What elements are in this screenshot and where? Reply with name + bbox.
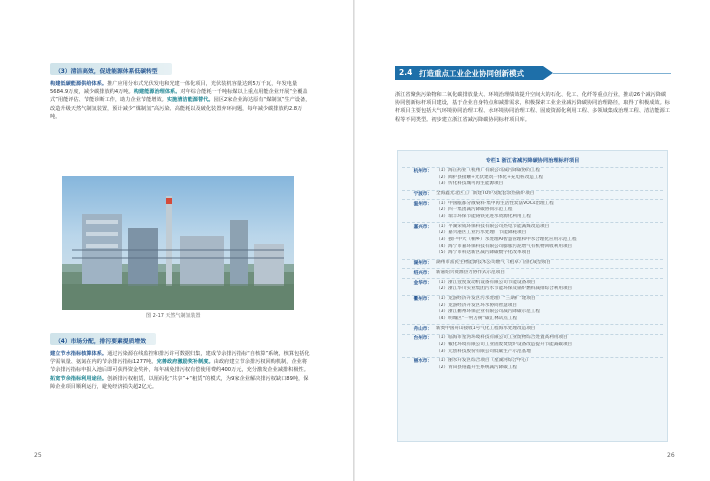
project-item: （2）龙游经济开发区环水协同智慧项目 [436, 302, 518, 308]
projects-table-box [397, 150, 668, 442]
project-item: 新嘉绍兴资源热力协作式示范项目 [436, 269, 505, 275]
city-label: 金华市： [413, 280, 432, 286]
body-text: 对年综合能耗一千吨标煤以上重点用能企业开展“全覆盖式”用能评估、节能诊断工作，助力企业节能增效。 [50, 89, 308, 104]
city-label: 衢州市： [413, 297, 432, 302]
highlight-text: 构建能源治理体系。 [133, 89, 181, 96]
section-header-arrow [543, 66, 553, 80]
page-number: 25 [34, 452, 42, 459]
highlight-text: 建立节水指标核算体系。 [50, 351, 108, 357]
left-page [0, 0, 354, 481]
industrial-plant-illustration [62, 176, 294, 310]
project-item: （2）阀护县接触+光伏建筑一体化+充电桩改造工程 [436, 174, 544, 180]
body-text: 园区2家企业海达原有“煤制氢”生产设备，改造升级天然气制氢装置，预计减少“煤制氢”高污染、高能耗以及破化装置弃环问题，每年减少碳排放约2.8万吨。 [50, 97, 311, 120]
project-list [436, 201, 662, 221]
project-item: （1）丽水开发区综合项目（星湖河综合中心） [436, 358, 531, 364]
city-label: 湖州市： [413, 261, 432, 266]
city-label: 舟山市： [413, 326, 432, 332]
city-label: 嘉兴市： [413, 224, 432, 230]
project-item: 湖州市富民生物能源技术公司燃气（粗草）固化成型项目 [436, 260, 551, 265]
highlight-text: 实施清洁能源替代。 [166, 97, 214, 104]
project-list [436, 270, 662, 277]
paragraph-market [50, 350, 312, 391]
project-item: 新奥中国舟山接收1号气化工程海水处理改造项目 [436, 325, 536, 331]
page-number: 26 [667, 452, 675, 459]
project-item: （2）四一集团减污降碳协同示范工程 [436, 207, 513, 213]
project-list [436, 358, 662, 371]
city-label: 绍兴市： [413, 270, 432, 276]
highlight-text: 构建低碳能源供给体系。 [50, 81, 108, 87]
body-text: 创新排污权租赁，以厘码化“共享”+“租赁”的模式，为9家企业解决排污权缺口89吨，保障企业项目顺利运行，避免经济损失超2亿元。 [50, 375, 309, 390]
project-list [436, 224, 662, 257]
project-item: （3）瑞丰环保节能铸铁先进水资源化利用工程 [436, 213, 531, 219]
section-number: 2.4 [399, 68, 413, 77]
city-label: 温州市： [413, 201, 432, 207]
project-item: （5）海宁市科达新区减污降碳数字化改革项目 [436, 250, 531, 256]
project-item: （1）海正药业（杭州）有限公司减污降碳协同工程 [436, 168, 540, 173]
project-list [436, 191, 662, 198]
project-item: （2）嘉兴港区工业污水处理厂节能降耗项目 [436, 230, 527, 236]
section-intro: 浙江省聚焦污染物和二氧化碳排放量大、环境治理绩效提升空间大的石化、化工、化纤等重点行业，推动26个减污降碳协同创新标杆项目建设，基于企业自身特点和减排需求，积极探索工业企业减污降碳协同治理路径，取得了积极成效。标杆项目主要包括大气环境协同治理工程、水环境协同治理工程、固废资源化利用工程、多领域集成治理工程、清洁能源工程等不同类型。初步建立浙江省减污降碳协同标杆项目库。 [395, 92, 670, 123]
city-label: 宁波市： [413, 192, 432, 197]
figure-caption: 图 2-17 天然气制氢装置 [146, 313, 201, 319]
project-item: （1）平湖荣成环保科技有限公司热电节能减煤改造项目 [436, 223, 550, 229]
subheading-4: （4）市场分配，排污要素提质增效 [55, 339, 146, 345]
project-item: （4）明城区“一村万树”碳汇林试点工程 [436, 315, 518, 321]
body-text: 推广应用分布式光伏发电和光建一体化项目，光伏装机容量达到5万千瓦，年发电量5684.9万度，减少碳排放约4万吨。 [50, 81, 298, 96]
section-header-line [553, 73, 671, 74]
section-title: 打造重点工业企业协同创新模式 [419, 69, 524, 78]
project-item: （3）传化科技城可再生能源项目 [436, 181, 504, 187]
project-item: 全海鑫光北区工厂新建TO炉及配套余热锅炉项目 [436, 191, 535, 196]
highlight-text: 拓宽节余指标利用途径。 [50, 375, 108, 382]
project-item: （1）临海市星河环境科技有限公司工业废物综合处置高利用项目 [436, 335, 568, 341]
body-text: 由政府建立节余排污权回购机制，企业将节余排污指标申报入池后即可获得资金奖补，每年减免排污权有偿使用费约400万元，充分激发企业减排积极性。 [50, 359, 309, 374]
project-list [436, 296, 662, 322]
project-item: （2）椒化环境有限公司工业固废焚烧炉设备改造提升节能减碳项目 [436, 341, 573, 347]
project-item: （1）中国瓯都分散染料·集中再生活性炭法VOCs治理工程 [436, 200, 554, 206]
project-item: （3）独户中大（桐乡）水处理AI智慧管理和中水合理化应用示范工程 [436, 236, 577, 242]
project-list [436, 335, 662, 355]
highlight-text: 完善政府激励奖补制度。 [156, 359, 214, 366]
project-item: （3）元创科技股份有限公司低碳生产示范基地 [436, 348, 531, 354]
city-label: 丽水市： [413, 359, 432, 365]
project-list [436, 168, 662, 188]
project-item: （3）浙江衢州环保企业有限公司减污降碳示范工程 [436, 309, 540, 315]
project-item: （1）浙江壹度发动机设备有限公司节能设备项目 [436, 279, 536, 285]
project-list [436, 280, 662, 293]
project-item: （2）青田县铬鑫开生系统减污降碳工程 [436, 364, 518, 370]
paragraph-energy [50, 80, 312, 121]
project-item: （4）海宁市嘉环保科技有限公司膨胀污泥增气有机物回收利用项目 [436, 243, 573, 249]
project-item: （1）龙游经济开发区污水处理厂“三期扩”建项目 [436, 296, 536, 301]
hydrogen-plant-photo [62, 176, 294, 310]
project-list [436, 260, 662, 267]
city-label: 杭州市： [413, 169, 432, 174]
table-title: 专栏1 浙江省减污降碳协同治理标杆项目 [485, 158, 580, 164]
project-item: （2）浙江华川实业集团污水节能环保及锅炉燃料减排综合利用项目 [436, 286, 573, 292]
city-label: 台州市： [413, 336, 432, 342]
body-text: 通过污染源在线监控和排污许可数据归集，建成节余排污指标“自核算”系统，核算包括化学需氧量、氨氮在内的节余排污指标1277吨。 [50, 351, 310, 366]
subheading-3: （3）清洁高效，促进能源体系低碳转型 [55, 69, 158, 75]
right-page [355, 0, 710, 481]
project-list [436, 326, 662, 333]
